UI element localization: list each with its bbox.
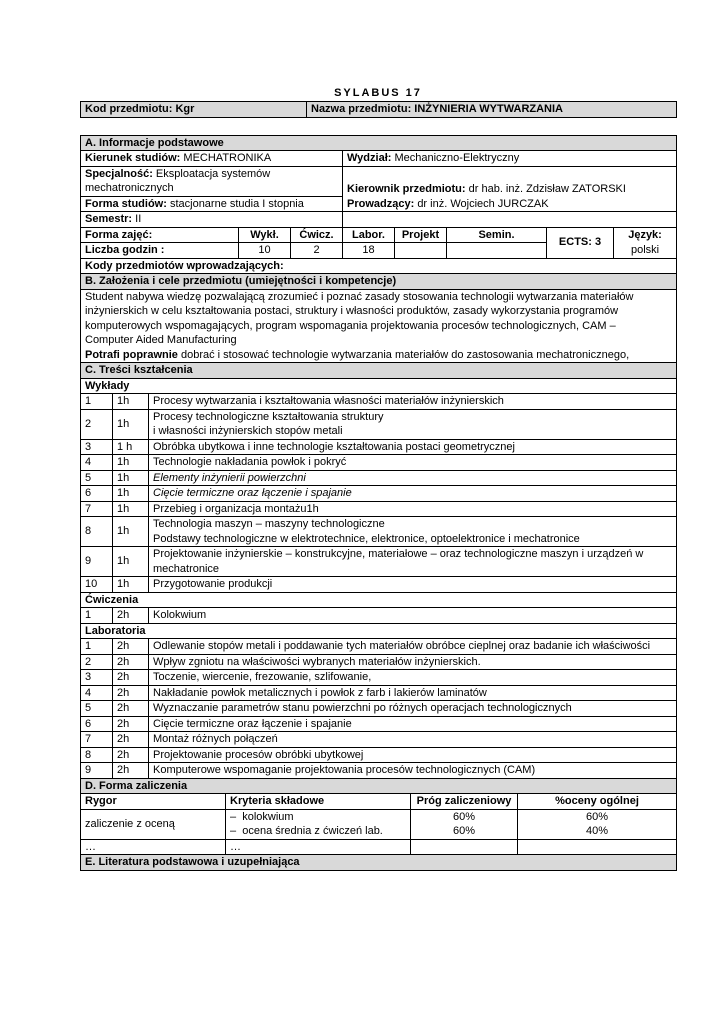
row-topic: Projektowanie procesów obróbki ubytkowej xyxy=(149,747,677,763)
row-hours: 2h xyxy=(113,654,149,670)
row-number: 3 xyxy=(81,670,113,686)
row-hours: 1h xyxy=(113,470,149,486)
ocena-header: %oceny ogólnej xyxy=(518,794,677,810)
table-row xyxy=(81,501,677,517)
row-hours: 2h xyxy=(113,747,149,763)
table-row xyxy=(81,732,677,748)
row-hours: 2h xyxy=(113,639,149,655)
section-b-content: Student nabywa wiedzę pozwalającą zrozumieć i poznać zasady stosowania technologii wytwarzania materiałów inżynierskich w celu kształtowania postaci, struktury i własności produktów, zasady wykorzystania programów komputerowych wspomagających, program wspomagania projektowania procesów technologicznych, CAM – Computer Aided Manufacturing Potrafi poprawnie dobrać i stosować technologie wytwarzania materiałów do zastosowania mechatronicznego, xyxy=(81,289,677,363)
document-title: SYLABUS 17 xyxy=(334,87,422,99)
table-row xyxy=(81,685,677,701)
kierownik-cell: Kierownik przedmiotu: dr hab. inż. Zdzisław ZATORSKI Prowadzący: dr inż. Wojciech JURCZAK xyxy=(343,166,677,212)
table-row xyxy=(81,608,677,624)
jezyk-cell: Język: polski xyxy=(628,229,662,256)
kierunek-cell: Kierunek studiów: MECHATRONIKA xyxy=(81,151,343,167)
semin-label: Semin. xyxy=(447,227,547,243)
table-row xyxy=(81,517,677,547)
table-row xyxy=(81,670,677,686)
cwicz-hours: 2 xyxy=(291,243,343,259)
row-number: 2 xyxy=(81,654,113,670)
table-row xyxy=(81,547,677,577)
row-hours: 1h xyxy=(113,455,149,471)
row-number: 7 xyxy=(81,501,113,517)
row-number: 4 xyxy=(81,455,113,471)
row-topic: Odlewanie stopów metali i poddawanie tych materiałów obróbce cieplnej oraz badanie ich właściwości xyxy=(149,639,677,655)
row-hours: 2h xyxy=(113,670,149,686)
specjalnosc-cell: Specjalność: Eksploatacja systemów mechatronicznych xyxy=(81,166,343,196)
row-number: 8 xyxy=(81,747,113,763)
row-topic: Obróbka ubytkowa i inne technologie kształtowania postaci geometrycznej xyxy=(149,439,677,455)
section-c-table xyxy=(80,363,677,779)
row-topic: Przebieg i organizacja montażu1h xyxy=(149,501,677,517)
table-row xyxy=(81,486,677,502)
wykl-label: Wykł. xyxy=(239,227,291,243)
prog-header: Próg zaliczeniowy xyxy=(411,794,518,810)
course-code: Kod przedmiotu: Kgr xyxy=(81,102,307,118)
section-a-title: A. Informacje podstawowe xyxy=(81,135,677,151)
section-c-title: C. Treści kształcenia xyxy=(81,363,677,378)
row-number: 1 xyxy=(81,639,113,655)
laboratoria-heading: Laboratoria xyxy=(81,623,677,639)
semestr-cell: Semestr: II xyxy=(81,212,343,228)
row-hours: 1h xyxy=(113,577,149,593)
kryteria-header: Kryteria składowe xyxy=(226,794,411,810)
row-topic: Cięcie termiczne oraz łączenie i spajanie xyxy=(149,716,677,732)
row-hours: 1h xyxy=(113,501,149,517)
row-hours: 1h xyxy=(113,547,149,577)
kryteria-values: – kolokwium – ocena średnia z ćwiczeń lab. xyxy=(226,809,411,839)
section-d-table xyxy=(80,779,677,871)
row-hours: 1h xyxy=(113,394,149,410)
row-topic: Przygotowanie produkcji xyxy=(149,577,677,593)
forma-studiow-cell: Forma studiów: stacjonarne studia I stopnia xyxy=(81,196,343,212)
dots-kryteria: … xyxy=(226,839,411,855)
projekt-label: Projekt xyxy=(395,227,447,243)
row-number: 6 xyxy=(81,486,113,502)
row-topic: Komputerowe wspomaganie projektowania procesów technologicznych (CAM) xyxy=(149,763,677,779)
row-hours: 1 h xyxy=(113,439,149,455)
row-hours: 2h xyxy=(113,608,149,624)
row-topic: Toczenie, wiercenie, frezowanie, szlifowanie, xyxy=(149,670,677,686)
header-table xyxy=(80,101,677,118)
row-topic: Technologie nakładania powłok i pokryć xyxy=(149,455,677,471)
liczba-godzin-label: Liczba godzin : xyxy=(81,243,239,259)
row-topic: Kolokwium xyxy=(149,608,677,624)
row-number: 5 xyxy=(81,470,113,486)
section-e-title: E. Literatura podstawowa i uzupełniająca xyxy=(81,855,677,871)
row-number: 9 xyxy=(81,547,113,577)
header-row xyxy=(81,102,677,118)
labor-label: Labor. xyxy=(343,227,395,243)
row-number: 3 xyxy=(81,439,113,455)
row-number: 1 xyxy=(81,608,113,624)
table-row xyxy=(81,716,677,732)
table-row xyxy=(81,654,677,670)
row-topic: Elementy inżynierii powierzchni xyxy=(149,470,677,486)
row-topic: Nakładanie powłok metalicznych i powłok z farb i lakierów laminatów xyxy=(149,685,677,701)
course-name: Nazwa przedmiotu: INŻYNIERIA WYTWARZANIA xyxy=(307,102,677,118)
kody-cell: Kody przedmiotów wprowadzających: xyxy=(81,258,677,274)
row-number: 6 xyxy=(81,716,113,732)
row-topic: Technologia maszyn – maszyny technologiczne Podstawy technologiczne w elektrotechnice, elektronice, optoelektronice i mechatronice xyxy=(149,517,677,547)
row-number: 9 xyxy=(81,763,113,779)
row-topic: Montaż różnych połączeń xyxy=(149,732,677,748)
cwicz-label: Ćwicz. xyxy=(291,227,343,243)
row-number: 7 xyxy=(81,732,113,748)
table-row xyxy=(81,470,677,486)
wyklady-heading: Wykłady xyxy=(81,378,677,394)
table-row xyxy=(81,701,677,717)
rygor-value: zaliczenie z oceną xyxy=(81,809,226,839)
row-number: 8 xyxy=(81,517,113,547)
table-row xyxy=(81,763,677,779)
table-row xyxy=(81,455,677,471)
labor-hours: 18 xyxy=(343,243,395,259)
forma-zajec-label: Forma zajęć: xyxy=(81,227,239,243)
wydzial-cell: Wydział: Mechaniczno-Elektryczny xyxy=(343,151,677,167)
ocena-values: 60% 40% xyxy=(518,809,677,839)
table-row xyxy=(81,409,677,439)
ects-cell: ECTS: 3 xyxy=(547,228,614,258)
row-number: 10 xyxy=(81,577,113,593)
row-number: 1 xyxy=(81,394,113,410)
row-number: 4 xyxy=(81,685,113,701)
section-d-title: D. Forma zaliczenia xyxy=(81,779,677,794)
row-number: 2 xyxy=(81,409,113,439)
wykl-hours: 10 xyxy=(239,243,291,259)
row-hours: 1h xyxy=(113,517,149,547)
row-topic: Projektowanie inżynierskie – konstrukcyjne, materiałowe – oraz technologiczne maszyn i urządzeń w mechatronice xyxy=(149,547,677,577)
section-a-table xyxy=(80,135,677,364)
row-hours: 1h xyxy=(113,486,149,502)
row-hours: 2h xyxy=(113,716,149,732)
dots-rygor: … xyxy=(81,839,226,855)
row-topic: Wpływ zgniotu na właściwości wybranych materiałów inżynierskich. xyxy=(149,654,677,670)
section-b-title: B. Założenia i cele przedmiotu (umiejętności i kompetencje) xyxy=(81,274,677,290)
table-row xyxy=(81,394,677,410)
row-number: 5 xyxy=(81,701,113,717)
row-topic: Cięcie termiczne oraz łączenie i spajanie xyxy=(149,486,677,502)
row-topic: Procesy wytwarzania i kształtowania własności materiałów inżynierskich xyxy=(149,394,677,410)
table-row xyxy=(81,439,677,455)
table-row xyxy=(81,747,677,763)
row-topic: Procesy technologiczne kształtowania struktury i własności inżynierskich stopów metali xyxy=(149,409,677,439)
table-row xyxy=(81,577,677,593)
row-hours: 2h xyxy=(113,732,149,748)
rygor-header: Rygor xyxy=(81,794,226,810)
row-hours: 1h xyxy=(113,409,149,439)
row-hours: 2h xyxy=(113,763,149,779)
prog-values: 60% 60% xyxy=(411,809,518,839)
syllabus-page xyxy=(80,86,676,871)
cwiczenia-heading: Ćwiczenia xyxy=(81,592,677,608)
table-row xyxy=(81,639,677,655)
row-topic: Wyznaczanie parametrów stanu powierzchni po różnych operacjach technologicznych xyxy=(149,701,677,717)
row-hours: 2h xyxy=(113,685,149,701)
row-hours: 2h xyxy=(113,701,149,717)
